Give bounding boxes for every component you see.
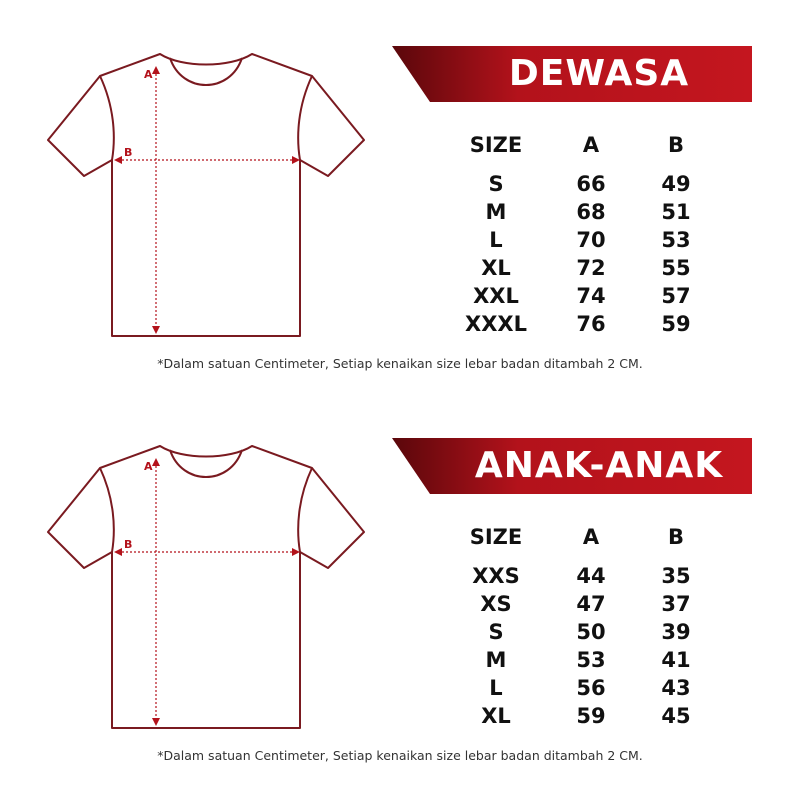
cell-a: 72 (576, 256, 606, 280)
table-row (450, 198, 712, 226)
dimension-label-b: B (124, 538, 133, 551)
cell-b: 51 (661, 200, 691, 224)
dimension-label-b: B (124, 146, 133, 159)
dimension-label-a: A (144, 68, 153, 81)
cell-b: 59 (661, 312, 691, 336)
measurement-note: *Dalam satuan Centimeter, Setiap kenaikan size lebar badan ditambah 2 CM. (157, 356, 643, 371)
tshirt-outline (48, 446, 364, 728)
cell-b: 57 (661, 284, 691, 308)
cell-b: 43 (661, 676, 691, 700)
table-row (450, 562, 712, 590)
header-size: SIZE (469, 525, 523, 549)
table-row (450, 282, 712, 310)
tshirt-diagram (42, 438, 372, 738)
tshirt-diagram (42, 46, 372, 346)
cell-size: M (485, 200, 507, 224)
table-row (450, 702, 712, 730)
size-table (450, 520, 712, 730)
cell-size: XXS (472, 564, 520, 588)
table-row (450, 646, 712, 674)
header-a: A (582, 133, 600, 157)
section-banner (392, 46, 752, 102)
table-header-row (450, 128, 712, 170)
table-row (450, 618, 712, 646)
header-a: A (582, 525, 600, 549)
cell-size: XL (481, 704, 511, 728)
table-row (450, 590, 712, 618)
table-row (450, 254, 712, 282)
cell-b: 35 (661, 564, 691, 588)
cell-size: M (485, 648, 507, 672)
cell-size: L (489, 228, 503, 252)
cell-b: 37 (661, 592, 691, 616)
cell-a: 47 (576, 592, 606, 616)
cell-a: 53 (576, 648, 606, 672)
tshirt-outline (48, 54, 364, 336)
cell-a: 70 (576, 228, 606, 252)
table-row (450, 170, 712, 198)
cell-size: XS (480, 592, 512, 616)
section-banner (392, 438, 752, 494)
cell-a: 76 (576, 312, 606, 336)
header-b: B (667, 133, 684, 157)
measurement-note: *Dalam satuan Centimeter, Setiap kenaikan size lebar badan ditambah 2 CM. (157, 748, 643, 763)
cell-a: 59 (576, 704, 606, 728)
cell-size: XL (481, 256, 511, 280)
dimension-label-a: A (144, 460, 153, 473)
section-title: ANAK-ANAK (474, 445, 724, 486)
table-header-row (450, 520, 712, 562)
cell-size: XXL (473, 284, 519, 308)
section-title: DEWASA (508, 53, 690, 94)
cell-a: 74 (576, 284, 606, 308)
cell-b: 49 (661, 172, 691, 196)
cell-b: 45 (661, 704, 691, 728)
table-row (450, 674, 712, 702)
size-chart-adult (0, 0, 800, 390)
cell-a: 50 (576, 620, 606, 644)
cell-b: 41 (661, 648, 691, 672)
cell-a: 68 (576, 200, 606, 224)
cell-b: 55 (661, 256, 691, 280)
size-table (450, 128, 712, 338)
table-row (450, 310, 712, 338)
cell-size: XXXL (465, 312, 527, 336)
cell-size: L (489, 676, 503, 700)
cell-a: 56 (576, 676, 606, 700)
cell-a: 44 (576, 564, 606, 588)
cell-a: 66 (576, 172, 606, 196)
header-b: B (667, 525, 684, 549)
header-size: SIZE (469, 133, 523, 157)
cell-size: S (488, 172, 504, 196)
cell-b: 39 (661, 620, 691, 644)
size-chart-kids (0, 392, 800, 782)
cell-b: 53 (661, 228, 691, 252)
cell-size: S (488, 620, 504, 644)
table-row (450, 226, 712, 254)
